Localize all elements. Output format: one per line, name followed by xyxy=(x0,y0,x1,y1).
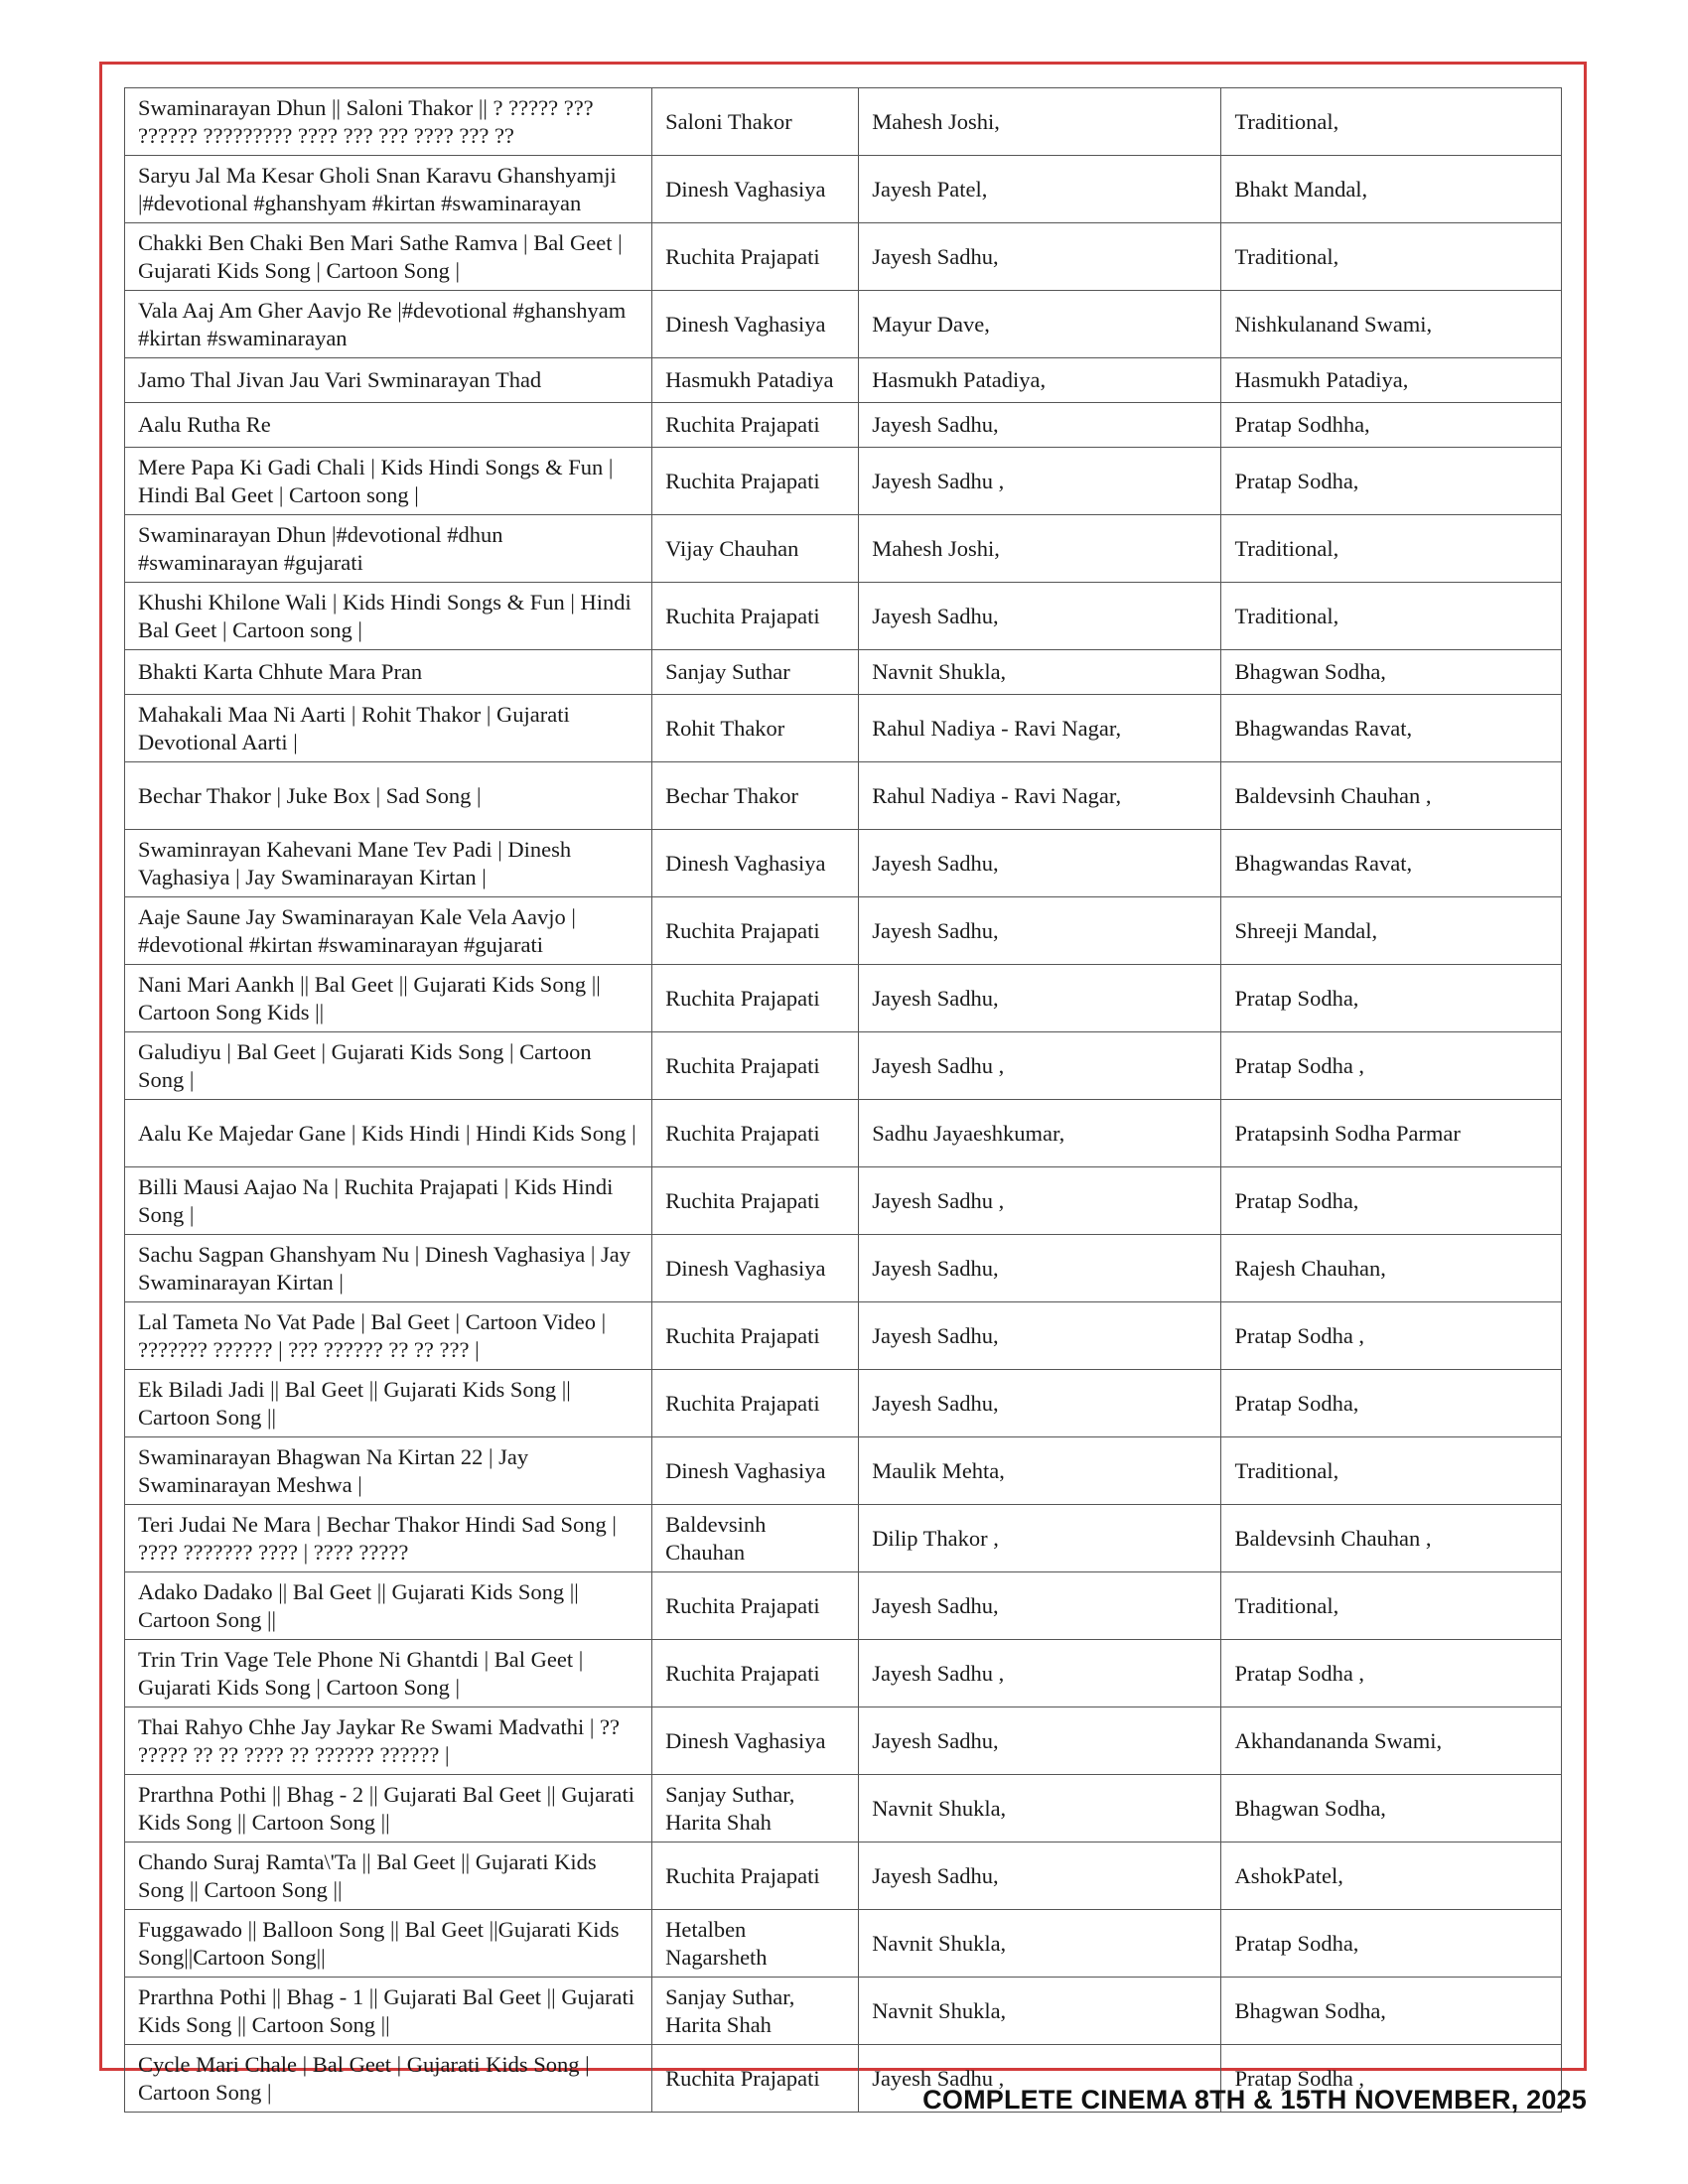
table-row xyxy=(125,1437,1562,1505)
table-row xyxy=(125,1100,1562,1167)
singer-cell: Ruchita Prajapati xyxy=(652,403,859,448)
lyricist-cell: Bhagwan Sodha, xyxy=(1221,650,1562,695)
table-row xyxy=(125,403,1562,448)
music-director-cell: Dilip Thakor , xyxy=(859,1505,1221,1572)
music-director-cell: Jayesh Sadhu, xyxy=(859,1370,1221,1437)
song-title-cell: Vala Aaj Am Gher Aavjo Re |#devotional #ghanshyam #kirtan #swaminarayan xyxy=(125,291,652,358)
singer-cell: Sanjay Suthar, Harita Shah xyxy=(652,1775,859,1843)
lyricist-cell: Pratap Sodha, xyxy=(1221,1910,1562,1978)
lyricist-cell: Pratapsinh Sodha Parmar xyxy=(1221,1100,1562,1167)
table-row xyxy=(125,1302,1562,1370)
music-director-cell: Hasmukh Patadiya, xyxy=(859,358,1221,403)
singer-cell: Rohit Thakor xyxy=(652,695,859,762)
singer-cell: Dinesh Vaghasiya xyxy=(652,291,859,358)
music-director-cell: Jayesh Sadhu , xyxy=(859,2045,1221,2113)
lyricist-cell: Bhagwandas Ravat, xyxy=(1221,695,1562,762)
lyricist-cell: Traditional, xyxy=(1221,515,1562,583)
song-title-cell: Bechar Thakor | Juke Box | Sad Song | xyxy=(125,762,652,830)
singer-cell: Ruchita Prajapati xyxy=(652,1640,859,1707)
music-director-cell: Rahul Nadiya - Ravi Nagar, xyxy=(859,762,1221,830)
table-row xyxy=(125,223,1562,291)
song-title-cell: Sachu Sagpan Ghanshyam Nu | Dinesh Vaghasiya | Jay Swaminarayan Kirtan | xyxy=(125,1235,652,1302)
song-title-cell: Thai Rahyo Chhe Jay Jaykar Re Swami Madvathi | ?? ????? ?? ?? ???? ?? ?????? ?????? | xyxy=(125,1707,652,1775)
song-title-cell: Bhakti Karta Chhute Mara Pran xyxy=(125,650,652,695)
singer-cell: Dinesh Vaghasiya xyxy=(652,1707,859,1775)
singer-cell: Ruchita Prajapati xyxy=(652,583,859,650)
singer-cell: Baldevsinh Chauhan xyxy=(652,1505,859,1572)
music-director-cell: Mahesh Joshi, xyxy=(859,88,1221,156)
music-director-cell: Navnit Shukla, xyxy=(859,650,1221,695)
table-row xyxy=(125,1572,1562,1640)
singer-cell: Dinesh Vaghasiya xyxy=(652,156,859,223)
lyricist-cell: Pratap Sodha , xyxy=(1221,1032,1562,1100)
lyricist-cell: Nishkulanand Swami, xyxy=(1221,291,1562,358)
song-title-cell: Fuggawado || Balloon Song || Bal Geet ||Gujarati Kids Song||Cartoon Song|| xyxy=(125,1910,652,1978)
music-director-cell: Jayesh Sadhu , xyxy=(859,1640,1221,1707)
singer-cell: Hetalben Nagarsheth xyxy=(652,1910,859,1978)
music-director-cell: Jayesh Sadhu, xyxy=(859,965,1221,1032)
table-row xyxy=(125,1235,1562,1302)
lyricist-cell: Pratap Sodha, xyxy=(1221,1370,1562,1437)
table-row xyxy=(125,156,1562,223)
music-director-cell: Navnit Shukla, xyxy=(859,1978,1221,2045)
song-title-cell: Teri Judai Ne Mara | Bechar Thakor Hindi Sad Song | ???? ??????? ???? | ???? ????? xyxy=(125,1505,652,1572)
song-title-cell: Ek Biladi Jadi || Bal Geet || Gujarati Kids Song || Cartoon Song || xyxy=(125,1370,652,1437)
singer-cell: Sanjay Suthar, Harita Shah xyxy=(652,1978,859,2045)
singer-cell: Ruchita Prajapati xyxy=(652,223,859,291)
singer-cell: Ruchita Prajapati xyxy=(652,1302,859,1370)
lyricist-cell: Pratap Sodha, xyxy=(1221,1167,1562,1235)
lyricist-cell: AshokPatel, xyxy=(1221,1843,1562,1910)
music-director-cell: Jayesh Patel, xyxy=(859,156,1221,223)
song-title-cell: Aalu Rutha Re xyxy=(125,403,652,448)
lyricist-cell: Traditional, xyxy=(1221,1437,1562,1505)
song-title-cell: Aalu Ke Majedar Gane | Kids Hindi | Hindi Kids Song | xyxy=(125,1100,652,1167)
table-row xyxy=(125,448,1562,515)
lyricist-cell: Traditional, xyxy=(1221,583,1562,650)
table-row xyxy=(125,291,1562,358)
song-title-cell: Swaminrayan Kahevani Mane Tev Padi | Dinesh Vaghasiya | Jay Swaminarayan Kirtan | xyxy=(125,830,652,897)
music-director-cell: Sadhu Jayaeshkumar, xyxy=(859,1100,1221,1167)
lyricist-cell: Pratap Sodha, xyxy=(1221,448,1562,515)
table-row xyxy=(125,1167,1562,1235)
music-director-cell: Jayesh Sadhu, xyxy=(859,583,1221,650)
singer-cell: Ruchita Prajapati xyxy=(652,1100,859,1167)
song-title-cell: Prarthna Pothi || Bhag - 2 || Gujarati Bal Geet || Gujarati Kids Song || Cartoon Song || xyxy=(125,1775,652,1843)
music-director-cell: Jayesh Sadhu, xyxy=(859,403,1221,448)
lyricist-cell: Baldevsinh Chauhan , xyxy=(1221,1505,1562,1572)
song-title-cell: Swaminarayan Dhun |#devotional #dhun #swaminarayan #gujarati xyxy=(125,515,652,583)
song-title-cell: Saryu Jal Ma Kesar Gholi Snan Karavu Ghanshyamji |#devotional #ghanshyam #kirtan #swaminarayan xyxy=(125,156,652,223)
lyricist-cell: Hasmukh Patadiya, xyxy=(1221,358,1562,403)
song-title-cell: Chakki Ben Chaki Ben Mari Sathe Ramva | Bal Geet | Gujarati Kids Song | Cartoon Song | xyxy=(125,223,652,291)
music-director-cell: Navnit Shukla, xyxy=(859,1775,1221,1843)
singer-cell: Dinesh Vaghasiya xyxy=(652,1437,859,1505)
table-row xyxy=(125,515,1562,583)
song-title-cell: Nani Mari Aankh || Bal Geet || Gujarati Kids Song || Cartoon Song Kids || xyxy=(125,965,652,1032)
lyricist-cell: Bhakt Mandal, xyxy=(1221,156,1562,223)
music-director-cell: Jayesh Sadhu , xyxy=(859,1032,1221,1100)
music-director-cell: Jayesh Sadhu, xyxy=(859,830,1221,897)
singer-cell: Ruchita Prajapati xyxy=(652,1843,859,1910)
music-director-cell: Jayesh Sadhu, xyxy=(859,897,1221,965)
lyricist-cell: Bhagwan Sodha, xyxy=(1221,1775,1562,1843)
singer-cell: Vijay Chauhan xyxy=(652,515,859,583)
table-row xyxy=(125,897,1562,965)
song-title-cell: Jamo Thal Jivan Jau Vari Swminarayan Thad xyxy=(125,358,652,403)
singer-cell: Saloni Thakor xyxy=(652,88,859,156)
table-row xyxy=(125,650,1562,695)
lyricist-cell: Traditional, xyxy=(1221,1572,1562,1640)
singer-cell: Ruchita Prajapati xyxy=(652,1167,859,1235)
singer-cell: Dinesh Vaghasiya xyxy=(652,1235,859,1302)
lyricist-cell: Pratap Sodha , xyxy=(1221,1302,1562,1370)
singer-cell: Ruchita Prajapati xyxy=(652,897,859,965)
singer-cell: Dinesh Vaghasiya xyxy=(652,830,859,897)
singer-cell: Ruchita Prajapati xyxy=(652,2045,859,2113)
singer-cell: Sanjay Suthar xyxy=(652,650,859,695)
table-row xyxy=(125,695,1562,762)
lyricist-cell: Rajesh Chauhan, xyxy=(1221,1235,1562,1302)
music-director-cell: Rahul Nadiya - Ravi Nagar, xyxy=(859,695,1221,762)
music-director-cell: Jayesh Sadhu, xyxy=(859,1235,1221,1302)
table-row xyxy=(125,358,1562,403)
music-director-cell: Jayesh Sadhu, xyxy=(859,1302,1221,1370)
song-title-cell: Swaminarayan Bhagwan Na Kirtan 22 | Jay Swaminarayan Meshwa | xyxy=(125,1437,652,1505)
song-title-cell: Prarthna Pothi || Bhag - 1 || Gujarati Bal Geet || Gujarati Kids Song || Cartoon Song || xyxy=(125,1978,652,2045)
music-director-cell: Jayesh Sadhu , xyxy=(859,448,1221,515)
lyricist-cell: Pratap Sodha , xyxy=(1221,2045,1562,2113)
lyricist-cell: Akhandananda Swami, xyxy=(1221,1707,1562,1775)
song-title-cell: Trin Trin Vage Tele Phone Ni Ghantdi | Bal Geet | Gujarati Kids Song | Cartoon Song | xyxy=(125,1640,652,1707)
music-director-cell: Mahesh Joshi, xyxy=(859,515,1221,583)
singer-cell: Ruchita Prajapati xyxy=(652,448,859,515)
music-director-cell: Maulik Mehta, xyxy=(859,1437,1221,1505)
song-title-cell: Billi Mausi Aajao Na | Ruchita Prajapati | Kids Hindi Song | xyxy=(125,1167,652,1235)
table-row xyxy=(125,1707,1562,1775)
song-title-cell: Chando Suraj Ramta\'Ta || Bal Geet || Gujarati Kids Song || Cartoon Song || xyxy=(125,1843,652,1910)
singer-cell: Ruchita Prajapati xyxy=(652,1032,859,1100)
table-row xyxy=(125,830,1562,897)
music-director-cell: Jayesh Sadhu, xyxy=(859,1572,1221,1640)
singer-cell: Ruchita Prajapati xyxy=(652,1370,859,1437)
song-title-cell: Mere Papa Ki Gadi Chali | Kids Hindi Songs & Fun | Hindi Bal Geet | Cartoon song | xyxy=(125,448,652,515)
song-title-cell: Mahakali Maa Ni Aarti | Rohit Thakor | Gujarati Devotional Aarti | xyxy=(125,695,652,762)
lyricist-cell: Pratap Sodhha, xyxy=(1221,403,1562,448)
lyricist-cell: Pratap Sodha, xyxy=(1221,965,1562,1032)
singer-cell: Hasmukh Patadiya xyxy=(652,358,859,403)
music-director-cell: Jayesh Sadhu, xyxy=(859,1707,1221,1775)
song-title-cell: Galudiyu | Bal Geet | Gujarati Kids Song | Cartoon Song | xyxy=(125,1032,652,1100)
table-row xyxy=(125,1910,1562,1978)
music-director-cell: Jayesh Sadhu , xyxy=(859,1167,1221,1235)
song-title-cell: Cycle Mari Chale | Bal Geet | Gujarati Kids Song | Cartoon Song | xyxy=(125,2045,652,2113)
music-director-cell: Mayur Dave, xyxy=(859,291,1221,358)
music-director-cell: Jayesh Sadhu, xyxy=(859,1843,1221,1910)
lyricist-cell: Pratap Sodha , xyxy=(1221,1640,1562,1707)
table-row xyxy=(125,1978,1562,2045)
table-row xyxy=(125,1843,1562,1910)
singer-cell: Ruchita Prajapati xyxy=(652,965,859,1032)
singer-cell: Bechar Thakor xyxy=(652,762,859,830)
table-row xyxy=(125,1032,1562,1100)
lyricist-cell: Traditional, xyxy=(1221,88,1562,156)
music-director-cell: Jayesh Sadhu, xyxy=(859,223,1221,291)
song-title-cell: Swaminarayan Dhun || Saloni Thakor || ? ????? ??? ?????? ????????? ???? ??? ??? ???? ??? ?? xyxy=(125,88,652,156)
singer-cell: Ruchita Prajapati xyxy=(652,1572,859,1640)
music-director-cell: Navnit Shukla, xyxy=(859,1910,1221,1978)
lyricist-cell: Bhagwandas Ravat, xyxy=(1221,830,1562,897)
table-row xyxy=(125,762,1562,830)
table-row xyxy=(125,1640,1562,1707)
song-credits-table xyxy=(124,87,1562,2113)
table-row xyxy=(125,965,1562,1032)
lyricist-cell: Shreeji Mandal, xyxy=(1221,897,1562,965)
table-row xyxy=(125,583,1562,650)
song-title-cell: Khushi Khilone Wali | Kids Hindi Songs & Fun | Hindi Bal Geet | Cartoon song | xyxy=(125,583,652,650)
table-row xyxy=(125,88,1562,156)
song-title-cell: Aaje Saune Jay Swaminarayan Kale Vela Aavjo | #devotional #kirtan #swaminarayan #gujarati xyxy=(125,897,652,965)
table-row xyxy=(125,1505,1562,1572)
table-row xyxy=(125,1775,1562,1843)
lyricist-cell: Traditional, xyxy=(1221,223,1562,291)
song-title-cell: Adako Dadako || Bal Geet || Gujarati Kids Song || Cartoon Song || xyxy=(125,1572,652,1640)
table-row xyxy=(125,1370,1562,1437)
song-title-cell: Lal Tameta No Vat Pade | Bal Geet | Cartoon Video | ??????? ?????? | ??? ?????? ?? ?? ??? | xyxy=(125,1302,652,1370)
footer-publication-date: COMPLETE CINEMA 8TH & 15TH NOVEMBER, 2025 xyxy=(922,2085,1587,2115)
lyricist-cell: Baldevsinh Chauhan , xyxy=(1221,762,1562,830)
lyricist-cell: Bhagwan Sodha, xyxy=(1221,1978,1562,2045)
